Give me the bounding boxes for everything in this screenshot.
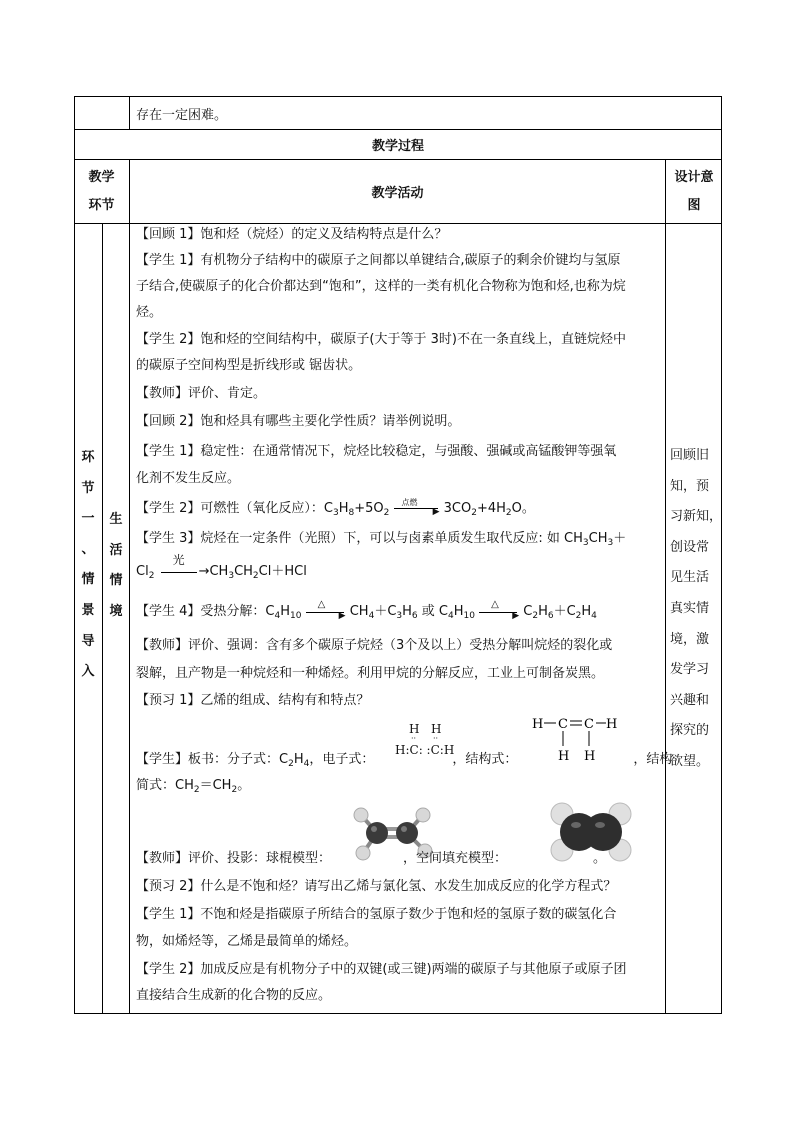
activity-line: 【回顾 2】饱和烃具有哪些主要化学性质？请举例说明。	[136, 414, 461, 429]
reaction-condition: 光	[172, 552, 185, 567]
activity-line: 的碳原子空间构型是折线形或 锯齿状。	[136, 358, 362, 373]
top-row-text: 存在一定困难。	[136, 108, 228, 123]
combustion-equation: 【学生 2】可燃性（氧化反应）：$C_3H_8+5O_2$ 点燃 ▶ $3CO_2+4H_2O$。	[136, 500, 535, 522]
stage-sublabel: 生 活 情 境	[109, 512, 123, 619]
activity-line: 裂解，且产物是一种烷烃和一种烯烃。利用甲烷的分解反应，工业上可制备炭黑。	[136, 666, 605, 681]
col-divider	[129, 96, 130, 129]
stage-label: 环 节 一 、 情 景 导 入	[81, 450, 95, 680]
cracking-equation: 【学生 4】受热分解：$C_4H_{10}$ △ ▶ $CH_4+C_3H_6$ 或 $C_4H_{10}$ △ ▶ $C_2H_6+C_2H_4$	[136, 598, 597, 621]
activity-line: 【预习 1】乙烯的组成、结构有和特点？	[136, 693, 370, 708]
activity-line: 物，如烯烃等，乙烯是最简单的烯烃。	[136, 934, 358, 949]
ethylene-formula-line: 【学生】板书：分子式：$C_2H_4$，电子式： ，结构式： ，结构	[136, 752, 673, 769]
reaction-condition: 点燃	[401, 497, 418, 507]
svg-text:H: H	[558, 749, 570, 764]
col-divider	[665, 159, 666, 1014]
activity-line: 子结合,使碳原子的化合价都达到“饱和”，这样的一类有机化合物称为饱和烃,也称为烷	[136, 279, 626, 294]
design-intent: 回顾旧 知，预 习新知， 创设常 见生活 真实情 境，激 发学习 兴趣和 探究的 欲望。	[670, 448, 723, 769]
header-stage: 教学 环节	[88, 169, 115, 213]
activity-line: 【学生 1】有机物分子结构中的碳原子之间都以单键结合,碳原子的剩余价键均与氢原	[136, 253, 621, 268]
activity-line: 【学生 2】加成反应是有机物分子中的双键(或三键)两端的碳原子与其他原子或原子团	[136, 962, 627, 977]
substitution-equation: $Cl_2$ 光 $\to CH_3CH_2Cl+HCl$	[136, 552, 307, 581]
activity-line: 直接结合生成新的化合物的反应。	[136, 988, 332, 1003]
col-divider	[129, 159, 130, 1014]
header-intent: 设计意 图	[674, 169, 714, 213]
col-divider	[102, 223, 103, 1014]
activity-line: 烃。	[136, 305, 163, 320]
activity-line: 【学生 1】不饱和烃是指碳原子所结合的氢原子数少于饱和烃的氢原子数的碳氢化合	[136, 907, 617, 922]
svg-text:C: C	[584, 717, 594, 732]
activity-line: 【学生 2】饱和烃的空间结构中，碳原子(大于等于 3时)不在一条直线上，直链烷烃中	[136, 332, 626, 347]
model-line: 【教师】评价、投影：球棍模型： ，空间填充模型： 。	[136, 851, 607, 866]
activity-line: 【学生 1】稳定性：在通常情况下，烷烃比较稳定，与强酸、强碱或高锰酸钾等强氧	[136, 444, 617, 459]
row-divider	[74, 223, 722, 224]
activity-line: 【教师】评价、肯定。	[136, 386, 267, 401]
section-title: 教学过程	[371, 138, 424, 154]
ethylene-simple-formula: 简式：$CH_2=CH_2$。	[136, 778, 251, 795]
activity-line: 【预习 2】什么是不饱和烃？请写出乙烯与氯化氢、水发生加成反应的化学方程式？	[136, 879, 617, 894]
svg-text:H: H	[584, 749, 596, 764]
electron-formula: H H ·· ·· H:C: :C:H	[395, 722, 455, 757]
activity-line: 【教师】评价、强调：含有多个碳原子烷烃（3个及以上）受热分解叫烷烃的裂化或	[136, 638, 613, 653]
header-activity: 教学活动	[371, 186, 424, 201]
svg-text:C: C	[558, 717, 568, 732]
activity-line: 化剂不发生反应。	[136, 471, 241, 486]
activity-line: 【学生 3】烷烃在一定条件（光照）下，可以与卤素单质发生取代反应: 如 $CH_3CH_3+$	[136, 531, 627, 548]
svg-text:H: H	[606, 717, 618, 732]
activity-line: 【回顾 1】饱和烃（烷烃）的定义及结构特点是什么？	[136, 227, 448, 242]
svg-text:H: H	[532, 717, 544, 732]
